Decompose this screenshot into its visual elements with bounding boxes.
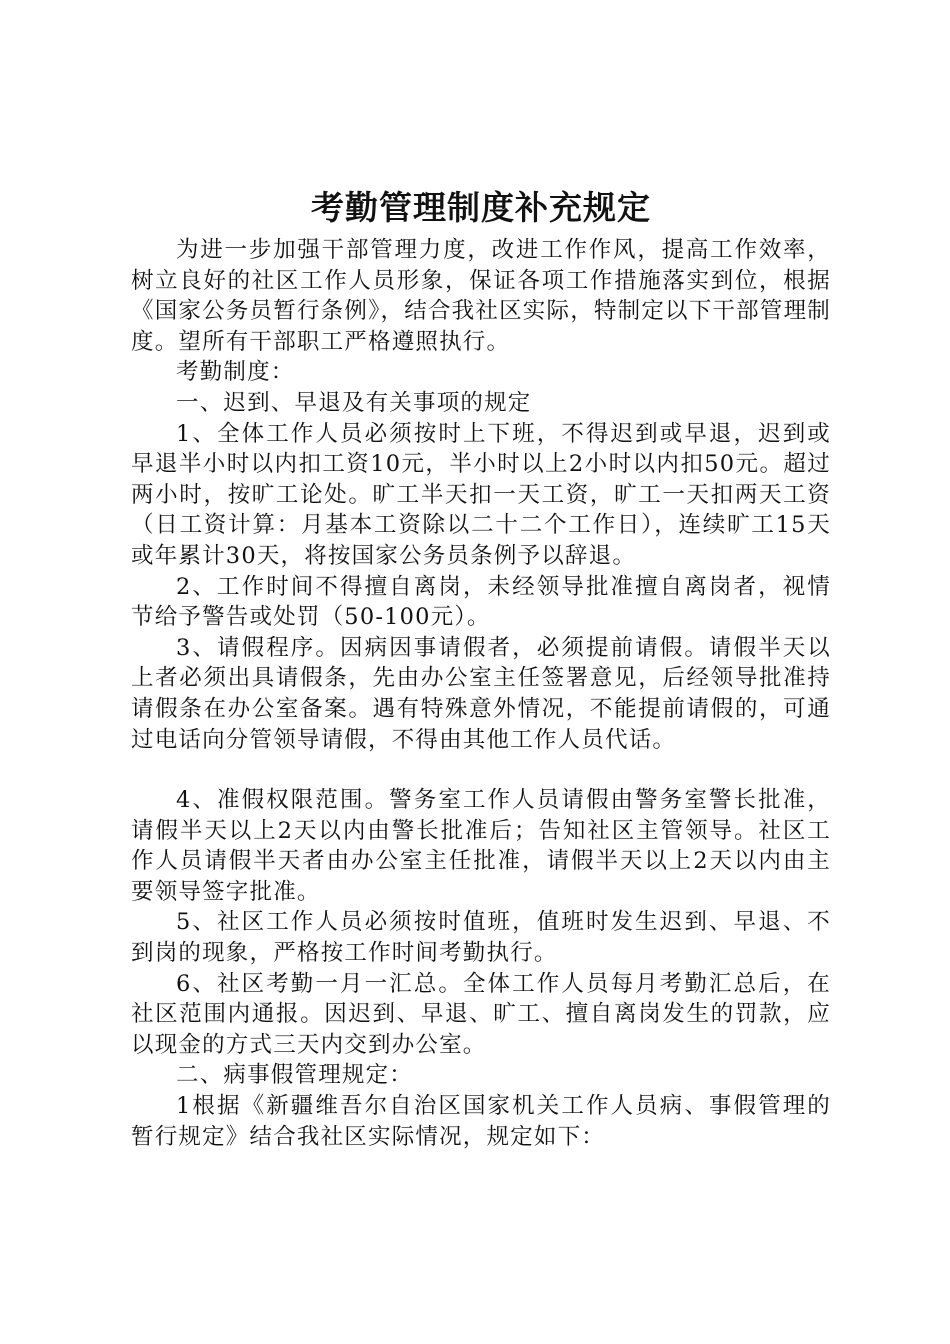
paragraph-rule-6: 6、社区考勤一月一汇总。全体工作人员每月考勤汇总后，在社区范围内通报。因迟到、早退、旷工、擅自离岗发生的罚款，应以现金的方式三天内交到办公室。 [131, 970, 831, 1058]
paragraph-rule-2: 2、工作时间不得擅自离岗，未经领导批准擅自离岗者，视情节给予警告或处罚（50-100元）。 [131, 573, 831, 631]
document-body [131, 235, 831, 1152]
paragraph-attendance-heading: 考勤制度： [176, 359, 295, 386]
document-title: 考勤管理制度补充规定 [311, 188, 651, 227]
paragraph-intro: 为进一步加强干部管理力度，改进工作作风，提高工作效率，树立良好的社区工作人员形象，保证各项工作措施落实到位，根据《国家公务员暂行条例》，结合我社区实际，特制定以下干部管理制度。望所有干部职工严格遵照执行。 [131, 237, 831, 355]
document-page [131, 185, 831, 1152]
paragraph-rule-5: 5、社区工作人员必须按时值班，值班时发生迟到、早退、不到岗的现象，严格按工作时间考勤执行。 [131, 909, 831, 967]
paragraph-section-two-heading: 二、病事假管理规定： [176, 1062, 414, 1089]
paragraph-rule-4: 4、准假权限范围。警务室工作人员请假由警务室警长批准，请假半天以上2天以内由警长批准后；告知社区主管领导。社区工作人员请假半天者由办公室主任批准，请假半天以上2天以内由主要领导签字批准。 [131, 787, 831, 905]
paragraph-section-two-rule-1: 1根据《新疆维吾尔自治区国家机关工作人员病、事假管理的暂行规定》结合我社区实际情况，规定如下： [131, 1093, 831, 1150]
paragraph-section-one-heading: 一、迟到、早退及有关事项的规定 [176, 389, 532, 416]
paragraph-rule-3: 3、请假程序。因病因事请假者，必须提前请假。请假半天以上者必须出具请假条，先由办公室主任签署意见，后经领导批准持请假条在办公室备案。遇有特殊意外情况，不能提前请假的，可通过电话向分管领导请假，不得由其他工作人员代话。 [131, 634, 831, 753]
paragraph-rule-1: 1、全体工作人员必须按时上下班，不得迟到或早退，迟到或早退半小时以内扣工资10元，半小时以上2小时以内扣50元。超过两小时，按旷工论处。旷工半天扣一天工资，旷工一天扣两天工资（日工资计算：月基本工资除以二十二个工作日），连续旷工15天或年累计30天，将按国家公务员条例予以辞退。 [131, 420, 831, 569]
